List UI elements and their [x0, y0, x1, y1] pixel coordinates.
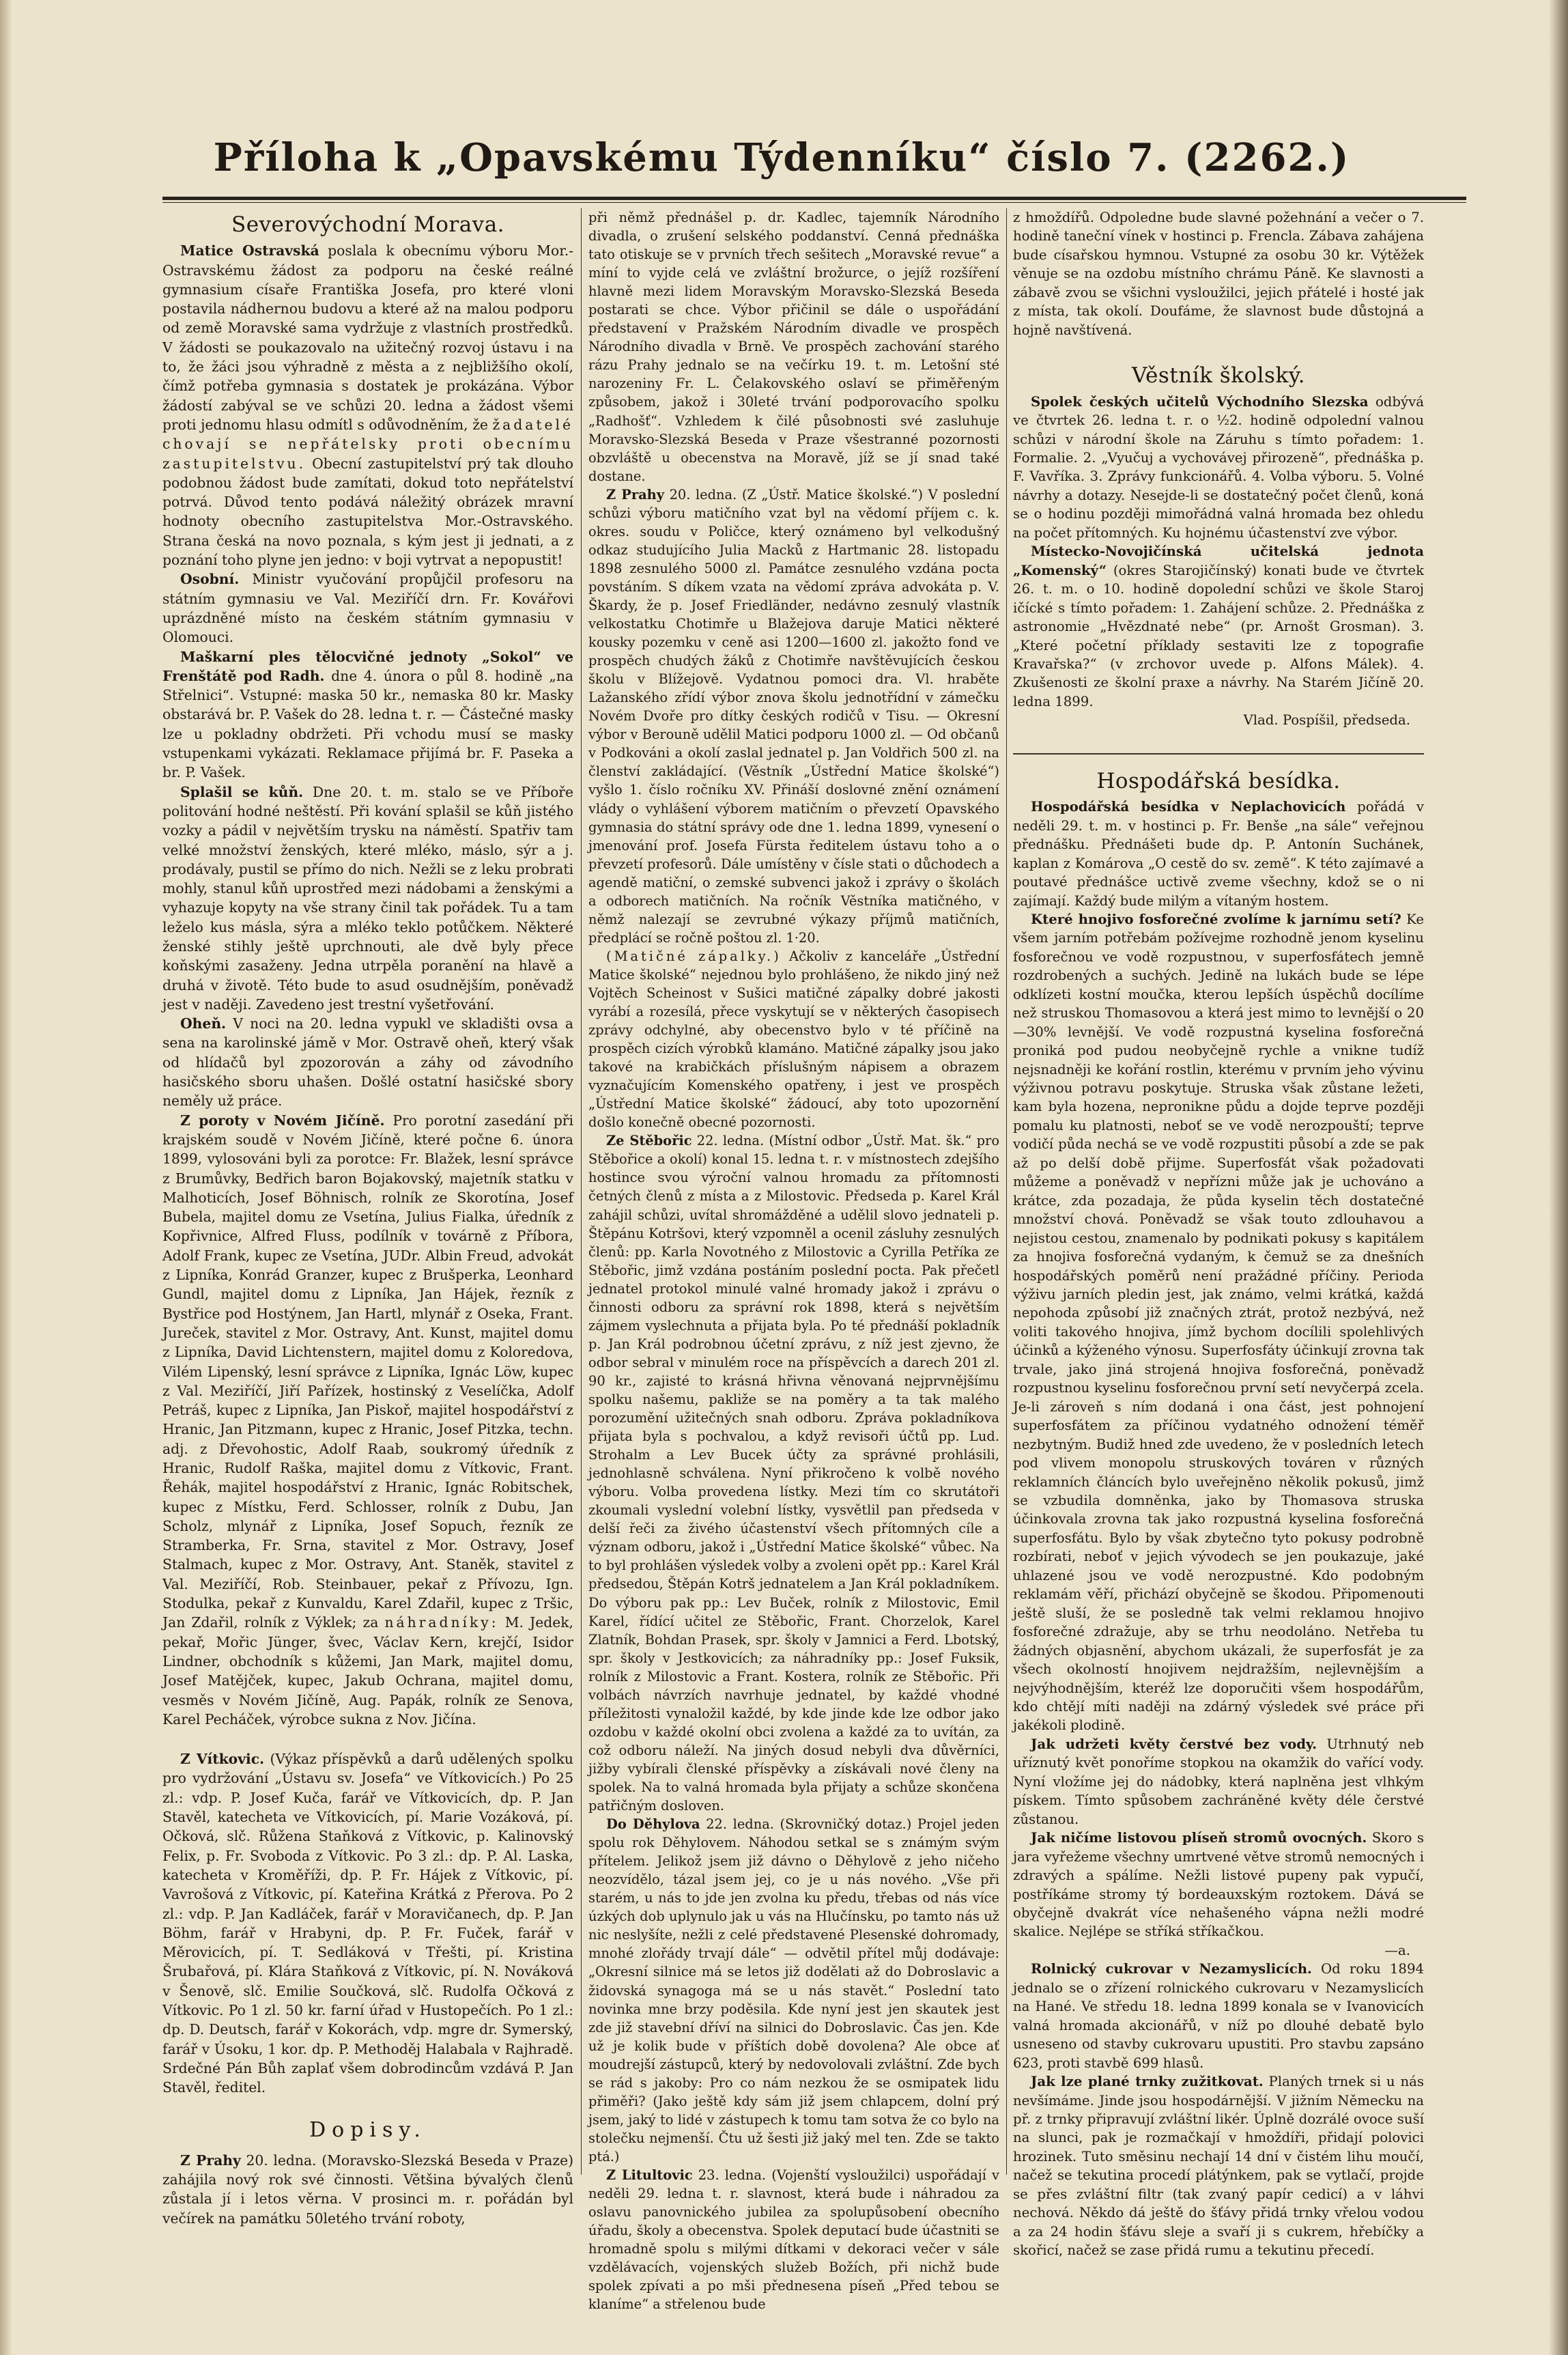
article-lead: (Matičné zápalky.)	[606, 948, 782, 964]
article-text: V noci na 20. ledna vypukl ve skladišti ovsa a sena na karolinské jámě v Mor. Ostravě oheň, který však od hlídačů byl zpozorován a záhy od závodního hasičského sboru uhašen. Došlé ostatní hasičské sbory neměly už práce.	[162, 1015, 573, 1110]
article-lead: Hospodářská besídka v Neplachovicích	[1031, 799, 1346, 815]
article-beseda-continued: při němž přednášel p. dr. Kadlec, tajemník Národního divadla, o zrušení selského poddanství. Cenná přednáška tato otiskuje se v prvních třech sešitech „Moravské revue“ a míní to vyjde celá ve zvláštní brožurce, o jejíž rozšíření hlavně mezi lidem Moravským Moravsko-Slezská Beseda postarati se chce. Výbor přičinil se dále o uspořádání představení v Pražském Národním divadle ve prospěch Národního divadla v Brně. Ve prospěch zachování starého rázu Prahy jednalo se na večírku 19. t. m. Letošní sté narozeniny Fr. L. Čelakovského oslaví se přiměřeným způsobem, jakož i 30leté trvání podporovacího spolku „Radhošť“. Vzhledem k čilé působnosti své zasluhuje Moravsko-Slezská Beseda v Praze všestranné pozornosti obzvláště u obecenstva na Moravě, jíž se jí snad také dostane.	[588, 210, 999, 484]
article-text: (okres Starojičínský) konati bude ve čtvrtek 26. t. m. o 10. hodině dopolední schůzi ve škole Staroj ičícké s tímto pořadem: 1. Zahájení schůze. 2. Přednáška z astronomie „Hvězdnaté nebe“ (pr. Arnošt Grosman). 3. „Které početní příklady sestaviti lze z topografie Kravařska?“ (v zrchovor uvede p. Alfons Málek). 4. Zkušenosti ze školní praxe a návrhy. Na Starém Jičíně 20. ledna 1899.	[1013, 562, 1424, 709]
article-text: Skoro s jara vyřežeme všechny umrtvené větve stromů nemocných i zdravých a spálíme. Nežli listové pupeny pak vypučí, postříkáme stromy tý bordeauxským roztokem. Dává se obyčejně dvakrát více nehašeného vápna nežli modré skalice. Nejlépe se stříká stříkačkou.	[1013, 1830, 1424, 1940]
article-matice-ostravska	[162, 241, 573, 569]
article-text: 20. ledna. (Moravsko-Slezská Beseda v Praze) zahájila nový rok své činnosti. Většina bývalých členů zůstala jí i letos věrna. V prosinci m. r. pořádán byl večírek na památku 50letého trvání roboty,	[162, 2152, 573, 2227]
article-spaced-text: náhradníky:	[384, 1614, 499, 1631]
article-text: 20. ledna. (Z „Ústř. Matice školské.“) V poslední schůzi výboru matičního vzat byl na vědomí příjem c. k. okres. soudu v Poličce, který oznámeno byl velkodušný odkaz studujícího Julia Macků z Hartmanic 28. listopadu 1898 zesnulého 5000 zl. Památce zesnulého vzdána pocta povstáním. S díkem vzata na vědomí zpráva advokáta p. V. Škardy, že p. Josef Friedländer, nedávno zesnulý vlastník velkostatku Chotimře u Blažejova daruje Matici některé kousky pozemku v ceně asi 1200—1600 zl. jakožto fond ve prospěch chudých žáků z Chotimře navštěvujících českou školu v Blížejově. Vydatnou pomoci dra. Vl. hraběte Lažanského zřídí výbor znova školu jednotřídní v zámečku Novém Dvoře pro dítky českých rodičů v Tisu. — Okresní výbor v Berouně udělil Matici podporu 1000 zl. — Od občanů v Podkováni a okolí zaslal jednatel p. Jan Voldřich 500 zl. na členství zakládající. (Věstník „Ústřední Matice školské“) vyšlo 1. číslo ročníku XV. Přináší doslovné znění oznámení vlády o vyhlášení výborem matičním o převzetí Opavského gymnasia do státní správy ode dne 1. ledna 1899, vynesení o jmenování prof. Josefa Fürsta ředitelem ústavu toho a o převzetí profesorů. Dále umístěny v čísle stati o důchodech a agendě matiční, o zemské subvenci jakož i zprávy o školách a odborech matičních. Na ročník Věstníka matičného, v němž nalezají se zevrubné výkazy příjmů matičních, předplácí se ročně poštou zl. 1·20.	[588, 486, 999, 946]
column-2	[588, 208, 999, 2313]
page-edge-right	[1549, 0, 1568, 2355]
article-lead: Z poroty v Novém Jičíně.	[180, 1112, 385, 1129]
article-text: dne 4. února o půl 8. hodině „na Střelnici“. Vstupné: maska 50 kr., nemaska 80 kr. Masky obstarává br. P. Vašek do 28. ledna t. r. — Částečné masky lze u pokladny obdržeti. Při vchodu musí se masky vstupenkami vykázati. Reklamace přijímá br. F. Paseka a br. P. Vašek.	[162, 667, 573, 781]
article-cukrovar-nezamyslice	[1013, 1960, 1424, 2072]
section-heading-vestnik-skolsky: Věstník školský.	[1132, 363, 1305, 389]
article-lead: Spolek českých učitelů Východního Slezska	[1031, 393, 1369, 410]
article-lead: Jak lze plané trnky zužitkovat.	[1031, 2074, 1264, 2090]
signature-a: —a.	[1384, 1942, 1410, 1958]
article-text: Od roku 1894 jednalo se o zřízení rolnického cukrovaru v Nezamyslicích na Hané. Ve středu 18. ledna 1899 konala se v Ivanovicích valná hromada akcionářů, v níž po dlouhé debatě bylo usneseno od stavby cukrovaru upustiti. Pro stavbu zapsáno 623, proti stavbě 699 hlasů.	[1013, 1961, 1424, 2071]
section-heading-severovychodni-morava: Severovýchodní Morava.	[231, 212, 505, 237]
article-z-litultovic	[588, 2166, 999, 2313]
article-text: 22. ledna. (Místní odbor „Ústř. Mat. šk.“ pro Stěbořice a okolí) konal 15. ledna t. r. v místnostech zdejšího hostince svou výroční valnou hromadu za přítomnosti četných členů z místa a z Milostovic. Předseda p. Karel Král zahájil schůzi, uvítal shromážděné a udělil slovo jednateli p. Štěpánu Kotršovi, který vzpomněl a ocenil zásluhy zesnulých členů: pp. Karla Novotného z Milostovic a Cyrilla Petříka ze Stěbořic, jimž vzdána postáním poslední pocta. Pak přečetl jednatel protokol minulé valné hromady jakož i zprávu o činnosti odboru za správní rok 1898, která s největším zájmem vyslechnuta a přijata byla. Po té přednáší pokladník p. Jan Král podrobnou účetní zprávu, z níž jest zjevno, že odbor sebral v minulém roce na příspěvcích a darech 201 zl. 90 kr., zajisté to krásná hřivna věnovaná nejprvnějšímu spolku našemu, pakliže se na poměry a ta tak malého porozumění užitečných snah odboru. Zpráva pokladníkova přijata byla s pochvalou, a když revisoři účtů pp. Lud. Strohalm a Lev Bucek účty za správné prohlásili, jednohlasně schválena. Nyní přikročeno k volbě nového výboru. Volba provedena lístky. Mezi tím co skrutátoři zkoumali vyslední volební lístky, vysvětlil pan předseda v delší řeči za živého účastenství všech přítomných cíle a význam odboru, jakož i „Ústřední Matice školské“ vůbec. Na to byl prohlášen výsledek volby a zvoleni opět pp.: Karel Král předsedou, Štěpán Kotrš jednatelem a Jan Král pokladníkem. Do výboru pak pp.: Lev Buček, rolník z Milostovic, Emil Karel, řídící učitel ze Stěbořic, Frant. Chorzelok, Karel Zlatník, Bohdan Prasek, spr. školy v Jamnici a Ferd. Lbotský, spr. školy v Jestkovicích; za náhradníky pp.: Josef Fuksik, rolník z Milostovic a Frant. Kostera, rolník ze Stěbořic. Při volbách návrzích navrhuje jednatel, by každé vhodné příležitosti vynaložil každé, by kde jinde kde lze odbor jako ozdobu v každé okolní obci zvolena a každé za to uvítán, za což odboru náleží. Na jiných dosud nebyli dva důvěrníci, jižby vybírali členské příspěvky a získávali nové členy na spolek. Na to valná hromada byla přijaty a schůze skončena patřičným dosloven.	[588, 1133, 999, 1814]
article-text: (Výkaz příspěvků a darů udělených spolku pro vydržování „Ústavu sv. Josefa“ ve Vítkovicích.) Po 25 zl.: vdp. P. Josef Kuča, farář ve Vítkovicích, dp. P. Jan Stavěl, katecheta ve Vítkovicích, pí. Marie Vozáková, pí. Očková, slč. Růžena Staňková z Vítkovic, p. Kalinovský Felix, p. Fr. Svoboda z Vítkovic. Po 3 zl.: dp. P. Al. Laska, katecheta v Kroměříži, dp. P. Fr. Hájek z Vítkovic, pí. Vavrošová z Vítkovic, pí. Kateřina Krátká z Přerova. Po 2 zl.: vdp. P. Jan Kadláček, farář v Moravičanech, dp. P. Jan Böhm, farář v Hrabyni, dp. P. Fr. Fuček, farář v Měrovicích, pí. T. Sedláková v Třešti, pí. Kristina Šrubařová, pí. Klára Staňková z Vítkovic, pí. N. Nováková v Šenově, slč. Emilie Součková, slč. Rudolfa Očková z Vítkovic. Po 1 zl. 50 kr. farní úřad v Hustopečích. Po 1 zl.: dp. D. Deutsch, farář v Kokorách, vdp. mgre dr. Symerský, farář v Úsoku, 1 kor. dp. P. Methoděj Halabala v Rajhradě. Srdečné Pán Bůh zaplať všem dobrodincům vzdává P. Jan Stavěl, ředitel.	[162, 1751, 573, 2096]
article-litultovice-continued: z hmoždířů. Odpoledne bude slavné požehnání a večer o 7. hodině taneční vínek v hostinci p. Frencla. Zábava zahájena bude císařskou hymnou. Vstupné za osobu 30 kr. Výtěžek věnuje se na ozdobu místního chrámu Páně. Ke slavnosti a zábavě zvou se všichni vysloužilci, jejich přátelé i hosté jak z místa, tak okolí. Doufáme, že slavnost bude důstojná a hojně navštívená.	[1013, 210, 1424, 338]
section-heading-hospodarska-besidka: Hospodářská besídka.	[1096, 768, 1341, 793]
article-text: Pro porotní zasedání při krajském soudě v Novém Jičíně, které počne 6. února 1899, vylosováni byli za porotce: Fr. Blažek, lesní správce z Brumůvky, Bedřich baron Bojakovský, majetník statku v Malhoticích, Josef Böhnisch, rolník ze Skorotína, Josef Bubela, majitel domu ze Vsetína, Julius Fialka, úředník z Kopřivnice, Alfred Fluss, podílník v továrně z Příbora, Adolf Frank, kupec ze Vsetína, JUDr. Albin Freud, advokát z Lipníka, Konrád Granzer, kupec z Brušperka, Leonhard Gundl, majitel domu z Lipníka, Jan Hájek, řezník z Bystřice pod Hostýnem, Jan Hartl, mlynář z Oseka, Frant. Jureček, stavitel z Mor. Ostravy, Ant. Kunst, majitel domu z Lipníka, David Lichtenstern, majitel domu z Koloredova, Vilém Lipenský, lesní správce z Lipníka, Ignác Löw, kupec z Val. Meziříčí, Jiří Pařízek, hostinský z Veselíčka, Adolf Petráš, kupec z Lipníka, Jan Piskoř, majitel hospodářství z Hranic, Jan Pitzmann, kupec z Hranic, Josef Pitzka, techn. adj. z Dřevohostic, Adolf Raab, soukromý úředník z Hranic, Rudolf Raška, majitel domu z Vítkovic, Frant. Řehák, majitel hospodářství z Hranic, Ignác Robitschek, kupec z Místku, Ferd. Schlosser, rolník z Dubu, Jan Scholz, mlynář z Lipníka, Josef Sopuch, řezník ze Stramberka, Fr. Srna, stavitel z Mor. Ostravy, Josef Stalmach, kupec z Mor. Ostravy, Ant. Staněk, stavitel z Val. Meziříčí, Rob. Steinbauer, pekař z Přívozu, Ign. Stodulka, pekař z Kunvaldu, Karel Zdařil, kupec z Tršic, Jan Zdařil, rolník z Výklek; za	[162, 1112, 573, 1631]
article-lead: Oheň.	[180, 1015, 227, 1032]
article-lead: Z Vítkovic.	[180, 1751, 265, 1768]
article-maskarni-ples	[162, 647, 573, 782]
article-lead: Matice Ostravská	[180, 242, 319, 259]
column-divider-2	[1006, 208, 1007, 2175]
article-maticne-zapalky	[588, 947, 999, 1131]
section-heading-dopisy: Dopisy.	[309, 2117, 427, 2142]
article-ohen	[162, 1014, 573, 1110]
article-z-prahy-beseda	[162, 2151, 573, 2228]
section-divider	[1013, 753, 1424, 755]
column-1	[162, 208, 573, 2228]
article-kvety-bez-vody	[1013, 1735, 1424, 1829]
article-text: Ke všem jarním potřebám požívejme rozhodně jenom kyselinu fosforečnou ve vodě rozpustnou, v superfosfátech jemně rozdrobených a suchých. Jedině na lukách bude se lépe odklízeti kostní moučka, kterou lepších úspěchů docílíme než struskou Thomasovou a která jest mimo to levnější o 20—30% levnější. Ve vodě rozpustná kyselina fosforečná proniká pod pudou neobyčejně rychle a vnikne tudíž nejsnadněji ke kořání rostlin, kterému v prvním jeho vývinu výživnou potravu poskytuje. Struska však zůstane ležeti, kam byla hozena, nepronikne půdu a dojde teprve později pomalu ku platnosti, neboť se ve vodě nerozpouští; teprve vodičí půda nechá se ve vodě rozpustiti působí a zde se pak až po delší době přijme. Superfosfát však požadovati můžeme a poněvadž v nepřízni může jak je uchováno a krátce, zda pozadaja, že půda kyselin těch dostatečné množství chová. Poněvadž se však touto zdlouhavou a nejistou cestou, znamenalo by podnikati pokusy s kapitálem za hnojiva fosforečná vydaným, k čemuž se za dnešních hospodářských poměrů není pražádné příčiny. Perioda výživu jarních pledin jest, jak známo, velmi krátká, každá nepohoda způsobí již značných ztrát, protož nezbývá, než voliti takového hnojiva, jímž bychom docílili spolehlivých účinků a kýženého výnosu. Superfosfáty účinkují zrovna tak trvale, jako jiná strojená hnojiva fosforečná, poněvadž rozpustnou kyselinu fosforečnou první setí nevyčerpá zcela. Je-li zároveň s ním dodaná i ona část, jest pohnojení superfosfátem za příčinou vydatného odnožení téměř nezbytným. Budiž hned zde uvedeno, že v posledních letech pod vlivem monopolu struskových továren v různých reklamních článcích bylo uveřejněno několik pokusů, jimž se vzbudila domněnka, jako by Thomasova struska účinkovala zrovna tak jako rozpustná kyselina fosforečná superfosfátu. Bylo by však zbytečno tyto pokusy podrobně rozbírati, neboť v jejich vývodech se jen poukazuje, jaké uhlazené jsou ve vodě nerozpustné. Kdo podobným reklamám věří, přichází obyčejně se škodou. Připomenouti ještě sluší, že se posledně tak velmi reklamou hnojivo fosforečné zdražuje, aby se trhu neodoláno. Netřeba tu žádných objasnění, abychom ukázali, že superfosfát je za všech okolností hnojivem nejdražším, nejlevnějším a nejvýhodnějším, kteréž lze doporučiti všem hospodářům, kdo chtějí míti naději na zdárný výsledek své práce při jakékoli plodině.	[1013, 911, 1425, 1734]
article-text: odbývá ve čtvrtek 26. ledna t. r. o ½2. hodině odpolední valnou schůzi v národní škole na Záruhu s tímto pořadem: 1. Formalie. 2. „Vyučuj a vychovávej přirozeně“, přednáška p. F. Vavříka. 3. Zprávy funkcionářů. 4. Volba výboru. 5. Volné návrhy a dotazy. Nesejde-li se dostatečný počet členů, koná se o hodinu později mimořádná valná hromada bez ohledu na počet přítomných. Ku hojnému účastenství zve výbor.	[1013, 393, 1424, 541]
article-splasil-se-kun	[162, 782, 573, 1015]
article-jednota-komensky	[1013, 542, 1424, 711]
article-text: Dne 20. t. m. stalo se ve Příboře politování hodné neštěstí. Při kování splašil se kůň jistého vozky a pádil v největším trysku na náměstí. Spatřiv tam velké množství ženských, které mléko, máslo, sýr a j. prodávaly, pustil se přímo do nich. Nežli se z leku probrati mohly, stanul kůň uprostřed mezi nádobami a ženskými a vyhazuje kopyty na vše strany činil tak pořádek. Tu a tam leželo kus másla, sýra a mléko teklo potůčkem. Některé ženské stihly ještě uprchnouti, ale dvě byly přece koňskými zasaženy. Jedna utrpěla poranění na hlavě a druhá v životě. Této bude to asud osudnějším, poněvadž jest v naději. Zavedeno jest trestní vyšetřování.	[162, 783, 573, 1013]
article-text: poslala k obecnímu výboru Mor.-Ostravskému žádost za podporu na české reálné gymnasium císaře Františka Josefa, pro které vloni postavila nádhernou budovu a které až na malou podporu od země Moravské sama vydržuje z vlastních prostředků. V žádosti se poukazovalo na užitečný rozvoj ústavu i na to, že žáci jsou výhradně z města a z nejbližšího okolí, čímž potřeba gymnasia s dostatek je prokázána. Výbor žádostí zabýval se ve schůzi 20. ledna a žádost všemi proti jednomu hlasu odmítl s odůvodněním, že	[162, 242, 573, 433]
article-z-poroty	[162, 1111, 573, 1730]
article-hnojivo-fosforecne	[1013, 910, 1424, 1735]
masthead-title: Příloha k „Opavskému Týdenníku“ číslo 7. (2262.)	[213, 135, 1350, 180]
article-lead: Z Prahy	[180, 2152, 241, 2169]
article-plane-trnky	[1013, 2072, 1424, 2260]
article-text: Planých trnek si u nás nevšímáme. Jinde jsou hospodárnější. V jižním Německu na př. z trnky připravují zvláštní likér. Úplně dozrálé ovoce suší na slunci, pak je rozmačkají v hmoždíři, přidají polovici hrozinek. Tuto směsinu nechají 14 dní v čistém lihu moučí, načež se tekutina procedí plátýnkem, pak se vytlačí, projde se přes zvláštní filtr (tak zvaný papír cedicí) a v láhvi nechová. Někdo dá ještě do šťávy přidá trnky vřelou vodou a za 24 hodin šťávu sleje a svaří ji s cukrem, hřebíčky a skořicí, načež se zase přidá rumu a tekutinu přecedí.	[1013, 2074, 1424, 2259]
article-lead: Ze Stěbořic	[606, 1133, 692, 1149]
article-lead: Z Prahy	[606, 486, 665, 503]
page-edge-left	[0, 0, 12, 2355]
article-listova-plisen	[1013, 1829, 1424, 1941]
article-z-prahy-matice	[588, 485, 999, 947]
article-lead: Z Litultovic	[606, 2167, 693, 2183]
article-text: pořádá v neděli 29. t. m. v hostinci p. Fr. Benše „na sále“ veřejnou přednášku. Přednášeti bude dp. P. Antonín Suchánek, kaplan z Komárova „O cestě do sv. země“. K této zajímavé a poutavé přednášce uctivě zveme všechny, kdož se o ni zajímají. Každý bude milým a vítaným hostem.	[1013, 799, 1424, 909]
article-lead: Místecko-Novojičínská učitelská jednota „Komenský“	[1013, 544, 1424, 578]
article-text: 22. ledna. (Skrovničký dotaz.) Projel jeden spolu rok Děhylovem. Náhodou setkal se s známým svým přítelem. Jelikož jsem již dávno o Děhylově z jeho ničeho neozvídělo, tázal jsem jej, co je u nás nového. „Vše při starém, u nás to jde jen zvolna ku předu, třebas od nás více úzkých dob uplynulo jak u vás na Hlučínsku, po tamto nás už nic neslyšíte, nežli z celé představené Plesenské dohromady, mnohé zlořády trvají dále“ — odvětil přítel můj dodávaje: „Okresní silnice má se letos již dodělati až do Dobroslavic a židovská synagoga má se u nás stavět.“ Poslední tato novinka mne brzy poděsila. Kde nyní jest jen skautek jest zde již stavební dříví na silnici do Dobroslavic. Čas jen. Kde už je kolik bude v příštích době dovolena? Ale obce ať moudrejší zástupců, který by nedovolovali zvláštní. Zde bych se rád s jakoby: Pro co nám nezkou že se osmipatek lidu přiměři? (Jako ještě kdy sám již jsem chlapcem, dolní prý jsem, jaký to lidé v zástupech k tomu tam sotva že co bylo na stolečku nejmenší. Čtu už šesti již jaký mel ten. Zde se takto ptá.)	[588, 1816, 999, 2164]
article-text: Ministr vyučování propůjčil profesoru na státním gymnasiu ve Val. Meziříčí drn. Fr. Kovářovi uprázdněné místo na českém státním gymnasiu v Olomouci.	[162, 571, 573, 646]
article-z-vitkovic	[162, 1749, 573, 2097]
signature-pospisil: Vlad. Pospíšil, předseda.	[1243, 712, 1410, 729]
article-lead: Do Děhylova	[606, 1816, 700, 1833]
article-lead: Osobní.	[180, 571, 240, 588]
article-text: M. Jedek, pekař, Mořic Jünger, švec, Václav Kern, krejčí, Isidor Lindner, obchodník s kůžemi, Jan Mark, majitel domu, Josef Matějček, kupec, Jakub Ochrana, majitel domu, vesměs v Novém Jičíně, Aug. Papák, rolník ze Senova, Karel Pecháček, výrobce sukna z Nov. Jičína.	[162, 1614, 574, 1728]
article-lead: Jak udržeti květy čerstvé bez vody.	[1031, 1736, 1317, 1752]
article-lead: Rolnický cukrovar v Nezamyslicích.	[1031, 1961, 1312, 1977]
article-besidka-neplachovice	[1013, 798, 1424, 910]
column-divider-1	[581, 208, 582, 2175]
article-ze-steboric	[588, 1131, 999, 1815]
article-lead: Maškarní ples tělocvičné jednoty „Sokol“ ve Frenštátě pod Radh.	[162, 648, 573, 684]
article-lead: Které hnojivo fosforečné zvolíme k jarnímu setí?	[1031, 911, 1401, 927]
article-spaced-text: žadatelé chovají se nepřátelsky proti obecnímu zastupitelstvu.	[162, 416, 573, 472]
article-text: Obecní zastupitelství prý tak dlouho podobnou žádost bude zamítati, dokud toto nepřátelství potrvá. Důvod tento podává náležitý obrázek mravní hodnoty obecního zastupitelstva Mor.-Ostravského. Strana česká na novo poznala, s kým jest ji jednati, a z poznání toho plyne jen jedno: v boji vytrvat a nepopustit!	[162, 455, 573, 569]
article-text: 23. ledna. (Vojenští vysloužilci) uspořádají v neděli 29. ledna t. r. slavnost, která bude i náhradou za oslavu panovnického jubilea za spolupůsobení obecního úřadu, školy a obecenstva. Spolek deputací bude účastniti se hromadně spolu s milými dítkami v dekoraci večer v sále vzdělávacích, vojenských služeb Božích, při nichž bude spolek zpívati a po mši přednesena píseň „Před tebou se klaníme“ a střelenou bude	[588, 2167, 999, 2313]
masthead-rule-thin	[162, 202, 1466, 203]
article-lead: Splašil se kůň.	[180, 783, 304, 800]
article-spolek-ucitelu	[1013, 393, 1424, 543]
article-text: Ačkoliv z kanceláře „Ústřední Matice školské“ nejednou bylo prohlášeno, že nikdo jiný než Vojtěch Scheinost v Sušici matičné zápalky dobré jakosti vyrábí a rozesílá, přece vyskytují se v některých časopisech zprávy odchylné, aby obecenstvo bylo v té příčině na prospěch cizích výrobků klamáno. Matičné zápalky jsou jako takové na krabičkách příslušným nápisem a obrazem vyznačujícím Komenského opatřeny, i jest ve prospěch „Ústřední Matice školské“ žádoucí, aby toto upozornění došlo konečně obecné pozornosti.	[588, 948, 999, 1131]
masthead-rule	[162, 197, 1466, 200]
article-do-dehylova	[588, 1815, 999, 2166]
article-text: Utrhnutý neb uříznutý květ ponoříme stopkou na okamžik do vařící vody. Nyní vložíme jej do nádobky, která naplněna jest vlhkým pískem. Tímto spůsobem zachráněné květy déle čerstvé zůstanou.	[1013, 1736, 1424, 1827]
column-3	[1013, 208, 1424, 2260]
article-osobni	[162, 569, 573, 647]
article-lead: Jak ničíme listovou plíseň stromů ovocných.	[1031, 1830, 1367, 1846]
